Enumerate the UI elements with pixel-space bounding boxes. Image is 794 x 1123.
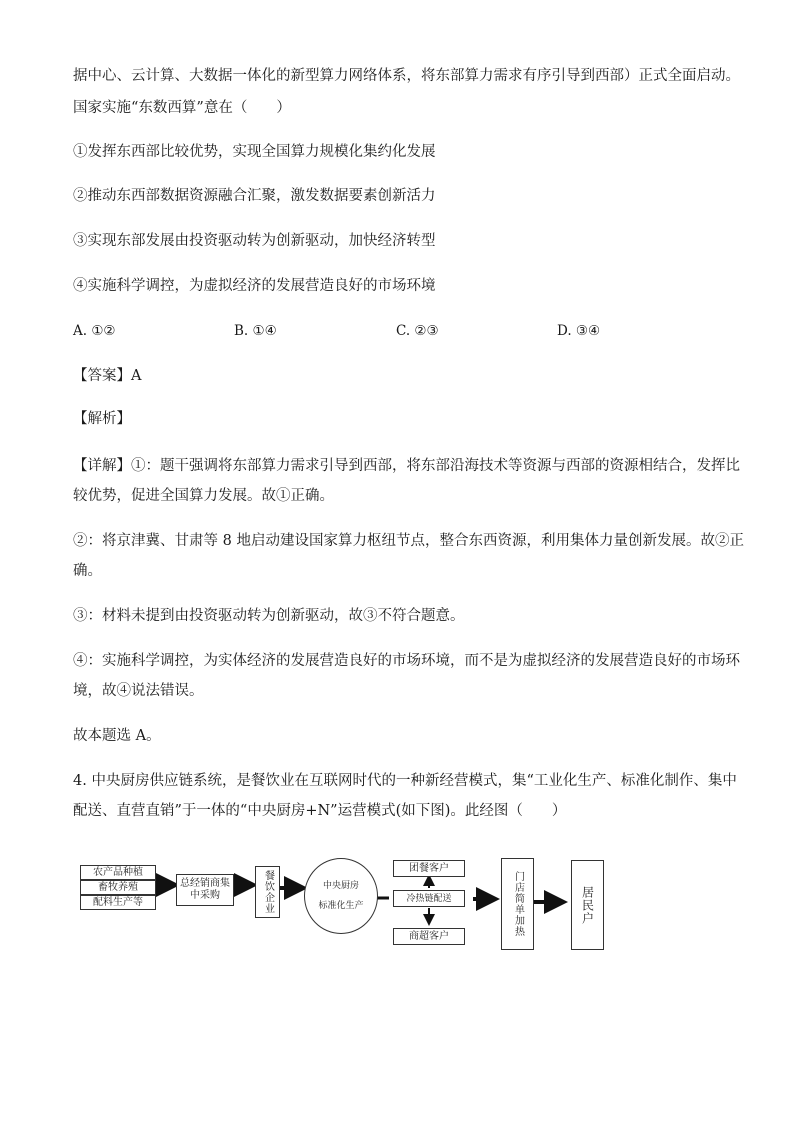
supermarket-client-box: 商超客户 [393,928,465,945]
catering-label: 餐饮企业 [262,870,274,914]
cold-chain-box: 冷热链配送 [393,890,465,907]
resident-label: 居民户 [580,885,595,925]
q3-stem-line1: 据中心、云计算、大数据一体化的新型算力网络体系，将东部算力需求有序引导到西部）正式全面启动。 [73,68,740,84]
store-box [501,858,534,950]
q3-option-c: C. ②③ [396,323,439,339]
central-kitchen-box [304,858,378,934]
q3-conclusion: 故本题选 A。 [73,728,161,744]
sources-group [80,865,156,911]
q3-detail-line7: 境，故④说法错误。 [73,683,204,699]
q3-option-a: A. ①② [73,323,116,339]
central-kitchen-label: 中央厨房 [322,881,359,891]
resident-box [571,860,604,950]
source-farming: 农产品种植 [80,865,156,880]
catering-box [255,866,280,918]
q3-item-4: ④实施科学调控，为虚拟经济的发展营造良好的市场环境 [73,278,436,294]
distributor-box: 总经销商集中采购 [176,874,234,906]
q3-item-2: ②推动东西部数据资源融合汇聚，激发数据要素创新活力 [73,188,436,204]
q4-stem-line1: 4. 中央厨房供应链系统，是餐饮业在互联网时代的一种新经营模式，集“工业化生产、标准化制作、集中 [73,773,737,789]
q3-item-1: ①发挥东西部比较优势，实现全国算力规模化集约化发展 [73,144,436,160]
q3-analysis-label: 【解析】 [73,411,131,427]
q3-detail-line3: ②：将京津冀、甘肃等 8 地启动建设国家算力枢纽节点，整合东西资源，利用集体力量创新发展。故②正 [73,533,744,549]
q3-stem-line2: 国家实施“东数西算”意在（ ） [73,100,291,116]
q3-item-3: ③实现东部发展由投资驱动转为创新驱动，加快经济转型 [73,233,436,249]
standard-production-label: 标准化生产 [318,901,364,911]
q3-detail-line1: 【详解】①：题干强调将东部算力需求引导到西部，将东部沿海技术等资源与西部的资源相结合，发挥比 [73,458,740,474]
central-kitchen-diagram [80,850,610,960]
source-ingredients: 配料生产等 [80,895,156,910]
q3-detail-line5: ③：材料未提到由投资驱动转为创新驱动，故③不符合题意。 [73,608,465,624]
source-livestock: 畜牧养殖 [80,880,156,895]
group-client-box: 团餐客户 [393,860,465,877]
q3-detail-line6: ④：实施科学调控，为实体经济的发展营造良好的市场环境，而不是为虚拟经济的发展营造良好的市场环 [73,653,740,669]
q3-answer: 【答案】A [73,368,142,384]
store-label: 门店简单加热 [512,871,524,937]
q3-option-d: D. ③④ [557,323,601,339]
q4-stem-line2: 配送、直营直销”于一体的“中央厨房+N”运营模式(如下图)。此经图（ ） [73,803,567,819]
q3-detail-line2: 较优势，促进全国算力发展。故①正确。 [73,488,334,504]
q3-option-b: B. ①④ [234,323,277,339]
q3-detail-line4: 确。 [73,563,102,579]
